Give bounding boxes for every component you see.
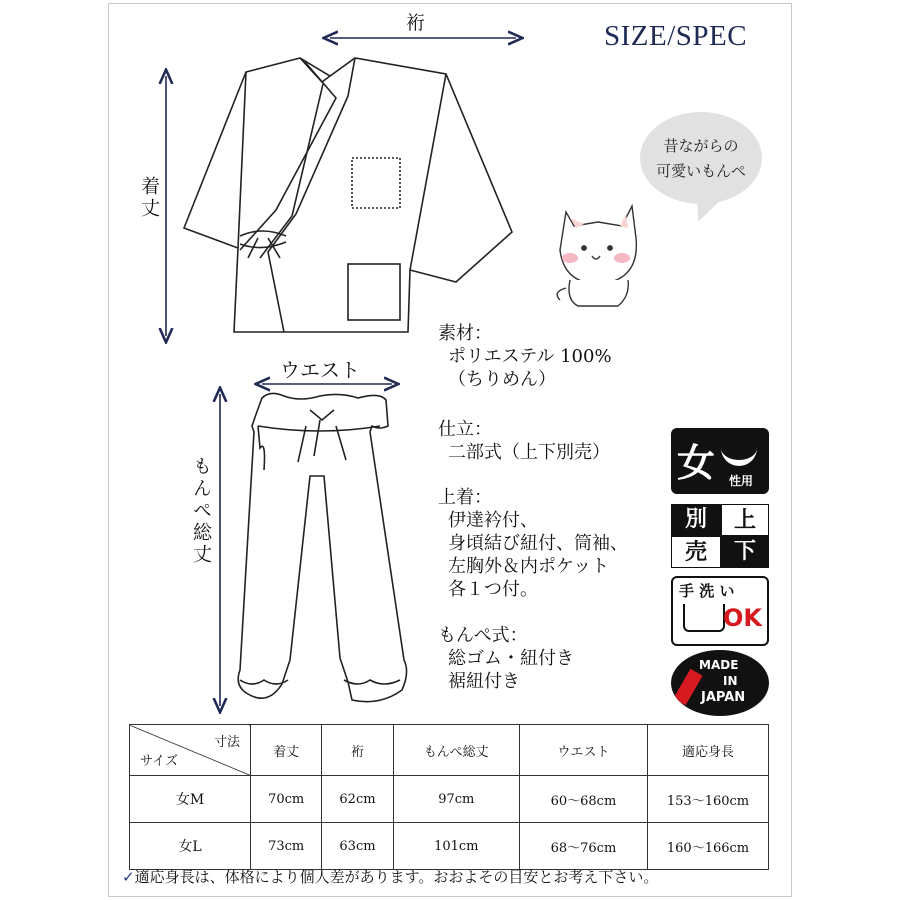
spec-material-line-2: （ちりめん） — [448, 369, 556, 390]
spec-monpe-heading: もんぺ式： — [438, 625, 528, 646]
waist-label: ウエスト — [280, 358, 360, 382]
kitake-label: 着丈 — [138, 176, 160, 220]
table-cell: 97cm — [393, 776, 519, 823]
spec-construction — [438, 418, 610, 464]
spec-top-line-4: 各１つ付。 — [448, 579, 538, 600]
spec-material-heading: 素材： — [438, 323, 492, 344]
table-header-cell: もんぺ総丈 — [393, 725, 519, 776]
spec-top-heading: 上着： — [438, 487, 492, 508]
yuki-label: 裄 — [406, 12, 426, 34]
japan-map-icon — [673, 669, 702, 705]
womens-badge-main: 女 — [677, 441, 716, 485]
made-text-2: IN — [723, 674, 738, 688]
wash-tub-icon — [683, 604, 725, 632]
table-header-cell: ウエスト — [519, 725, 647, 776]
table-cell: 160〜166cm — [648, 823, 769, 870]
speech-bubble-text — [640, 134, 762, 184]
hand-wash-text: 手 洗 い — [679, 582, 735, 600]
hand-wash-ok: OK — [723, 604, 762, 632]
corner-top-label: 寸法 — [213, 735, 240, 750]
table-cell: 63cm — [322, 823, 393, 870]
page-title: SIZE/SPEC — [604, 20, 748, 52]
spec-construction-line-1: 二部式（上下別売） — [448, 442, 610, 463]
cat-illustration — [557, 206, 636, 306]
womens-badge — [671, 428, 769, 494]
made-text-3: JAPAN — [701, 690, 746, 705]
bubble-line-1: 昔ながらの — [663, 137, 739, 155]
sold-badge-2: 上 — [721, 504, 769, 536]
table-cell: 70cm — [251, 776, 322, 823]
table-cell: 68〜76cm — [519, 823, 647, 870]
table-row — [130, 776, 769, 823]
footnote-text: 適応身長は、体格により個人差があります。おおよその目安とお考え下さい。 — [134, 868, 659, 886]
table-size-cell: 女M — [130, 776, 251, 823]
table-cell: 153〜160cm — [648, 776, 769, 823]
made-text-1: MADE — [699, 658, 739, 672]
table-header-cell: 着丈 — [251, 725, 322, 776]
corner-bottom-label: サイズ — [140, 754, 178, 769]
spec-top-line-1: 伊達衿付、 — [448, 510, 538, 531]
sold-separately-badge — [671, 504, 769, 568]
table-corner-cell — [130, 725, 251, 776]
womens-badge-swoosh — [721, 438, 757, 466]
spec-monpe-line-2: 裾紐付き — [448, 671, 520, 692]
table-cell: 101cm — [393, 823, 519, 870]
jacket-drawing — [184, 58, 512, 332]
table-header-cell: 裄 — [322, 725, 393, 776]
monpe-drawing — [238, 393, 406, 701]
spec-material-line-1: ポリエステル 100% — [448, 346, 612, 367]
table-cell: 60〜68cm — [519, 776, 647, 823]
spec-top-line-2: 身頃結び紐付、筒袖、 — [448, 533, 628, 554]
sold-badge-4: 下 — [721, 536, 769, 568]
womens-badge-sub: 性用 — [729, 474, 754, 488]
table-cell: 62cm — [322, 776, 393, 823]
sold-badge-1: 別 — [671, 504, 721, 536]
spec-construction-heading: 仕立： — [438, 419, 492, 440]
table-header-row — [130, 725, 769, 776]
table-cell: 73cm — [251, 823, 322, 870]
check-icon: ✓ — [122, 868, 135, 886]
footnote — [122, 866, 658, 887]
size-table — [129, 724, 769, 870]
spec-top-line-3: 左胸外＆内ポケット — [448, 556, 610, 577]
table-header-cell: 適応身長 — [648, 725, 769, 776]
hand-wash-badge — [671, 576, 769, 646]
made-in-japan-badge — [671, 650, 769, 716]
bubble-line-2: 可愛いもんぺ — [656, 162, 746, 180]
spec-top — [438, 486, 628, 601]
spec-material — [438, 322, 612, 391]
sold-badge-3: 売 — [671, 536, 721, 568]
spec-monpe-line-1: 総ゴム・紐付き — [448, 648, 574, 669]
table-row — [130, 823, 769, 870]
monpe-length-label: もんぺ総丈 — [190, 456, 212, 566]
spec-monpe — [438, 624, 574, 693]
table-size-cell: 女L — [130, 823, 251, 870]
